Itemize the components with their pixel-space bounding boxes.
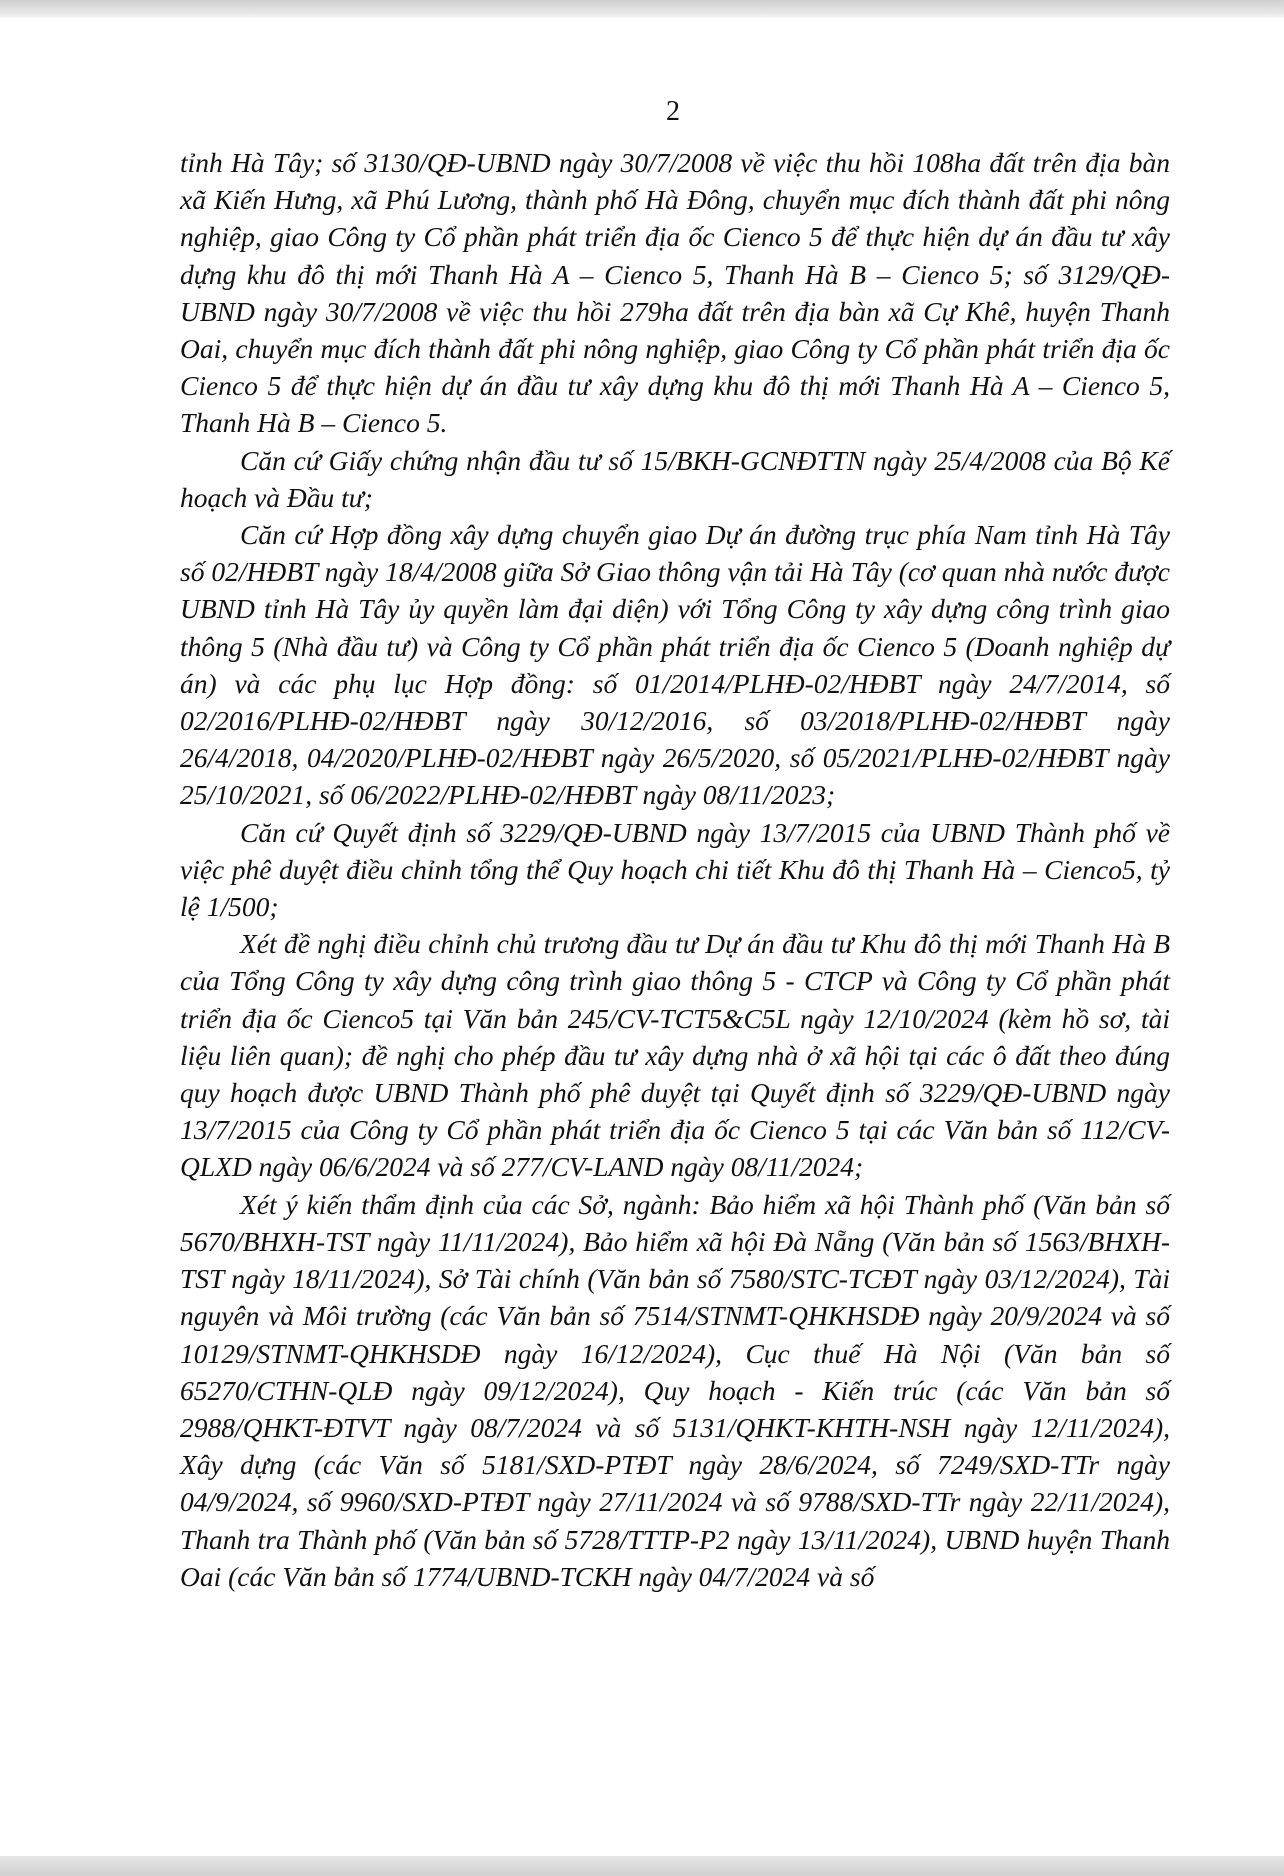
- document-body: [180, 144, 1170, 1595]
- document-page: [0, 18, 1284, 1856]
- paragraph-1: tỉnh Hà Tây; số 3130/QĐ-UBND ngày 30/7/2008 về việc thu hồi 108ha đất trên địa bàn xã Kiến Hưng, xã Phú Lương, thành phố Hà Đông, chuyển mục đích thành đất phi nông nghiệp, giao Công ty Cổ phần phát triển địa ốc Cienco 5 để thực hiện dự án đầu tư xây dựng khu đô thị mới Thanh Hà A – Cienco 5, Thanh Hà B – Cienco 5; số 3129/QĐ-UBND ngày 30/7/2008 về việc thu hồi 279ha đất trên địa bàn xã Cự Khê, huyện Thanh Oai, chuyển mục đích thành đất phi nông nghiệp, giao Công ty Cổ phần phát triển địa ốc Cienco 5 để thực hiện dự án đầu tư xây dựng khu đô thị mới Thanh Hà A – Cienco 5, Thanh Hà B – Cienco 5.: [180, 147, 1170, 439]
- paragraph-6: Xét ý kiến thẩm định của các Sở, ngành: Bảo hiểm xã hội Thành phố (Văn bản số 5670/BHXH-TST ngày 11/11/2024), Bảo hiểm xã hội Đà Nẵng (Văn bản số 1563/BHXH-TST ngày 18/11/2024), Sở Tài chính (Văn bản số 7580/STC-TCĐT ngày 03/12/2024), Tài nguyên và Môi trường (các Văn bản số 7514/STNMT-QHKHSDĐ ngày 20/9/2024 và số 10129/STNMT-QHKHSDĐ ngày 16/12/2024), Cục thuế Hà Nội (Văn bản số 65270/CTHN-QLĐ ngày 09/12/2024), Quy hoạch - Kiến trúc (các Văn bản số 2988/QHKT-ĐTVT ngày 08/7/2024 và số 5131/QHKT-KHTH-NSH ngày 12/11/2024), Xây dựng (các Văn số 5181/SXD-PTĐT ngày 28/6/2024, số 7249/SXD-TTr ngày 04/9/2024, số 9960/SXD-PTĐT ngày 27/11/2024 và số 9788/SXD-TTr ngày 22/11/2024), Thanh tra Thành phố (Văn bản số 5728/TTTP-P2 ngày 13/11/2024), UBND huyện Thanh Oai (các Văn bản số 1774/UBND-TCKH ngày 04/7/2024 và số: [180, 1188, 1170, 1592]
- page-number: 2: [666, 96, 680, 127]
- paragraph-5: Xét đề nghị điều chỉnh chủ trương đầu tư Dự án đầu tư Khu đô thị mới Thanh Hà B của Tổng Công ty xây dựng công trình giao thông 5 - CTCP và Công ty Cổ phần phát triển địa ốc Cienco5 tại Văn bản 245/CV-TCT5&C5L ngày 12/10/2024 (kèm hồ sơ, tài liệu liên quan); đề nghị cho phép đầu tư xây dựng nhà ở xã hội tại các ô đất theo đúng quy hoạch được UBND Thành phố phê duyệt tại Quyết định số 3229/QĐ-UBND ngày 13/7/2015 của Công ty Cổ phần phát triển địa ốc Cienco 5 tại các Văn bản số 112/CV-QLXD ngày 06/6/2024 và số 277/CV-LAND ngày 08/11/2024;: [180, 928, 1170, 1183]
- paragraph-2: Căn cứ Giấy chứng nhận đầu tư số 15/BKH-GCNĐTTN ngày 25/4/2008 của Bộ Kế hoạch và Đầu tư;: [180, 444, 1170, 513]
- paragraph-3: Căn cứ Hợp đồng xây dựng chuyển giao Dự án đường trục phía Nam tỉnh Hà Tây số 02/HĐBT ngày 18/4/2008 giữa Sở Giao thông vận tải Hà Tây (cơ quan nhà nước được UBND tỉnh Hà Tây ủy quyền làm đại diện) với Tổng Công ty xây dựng công trình giao thông 5 (Nhà đầu tư) và Công ty Cổ phần phát triển địa ốc Cienco 5 (Doanh nghiệp dự án) và các phụ lục Hợp đồng: số 01/2014/PLHĐ-02/HĐBT ngày 24/7/2014, số 02/2016/PLHĐ-02/HĐBT ngày 30/12/2016, số 03/2018/PLHĐ-02/HĐBT ngày 26/4/2018, 04/2020/PLHĐ-02/HĐBT ngày 26/5/2020, số 05/2021/PLHĐ-02/HĐBT ngày 25/10/2021, số 06/2022/PLHĐ-02/HĐBT ngày 08/11/2023;: [180, 519, 1170, 811]
- paragraph-4: Căn cứ Quyết định số 3229/QĐ-UBND ngày 13/7/2015 của UBND Thành phố về việc phê duyệt điều chỉnh tổng thể Quy hoạch chi tiết Khu đô thị Thanh Hà – Cienco5, tỷ lệ 1/500;: [180, 816, 1170, 923]
